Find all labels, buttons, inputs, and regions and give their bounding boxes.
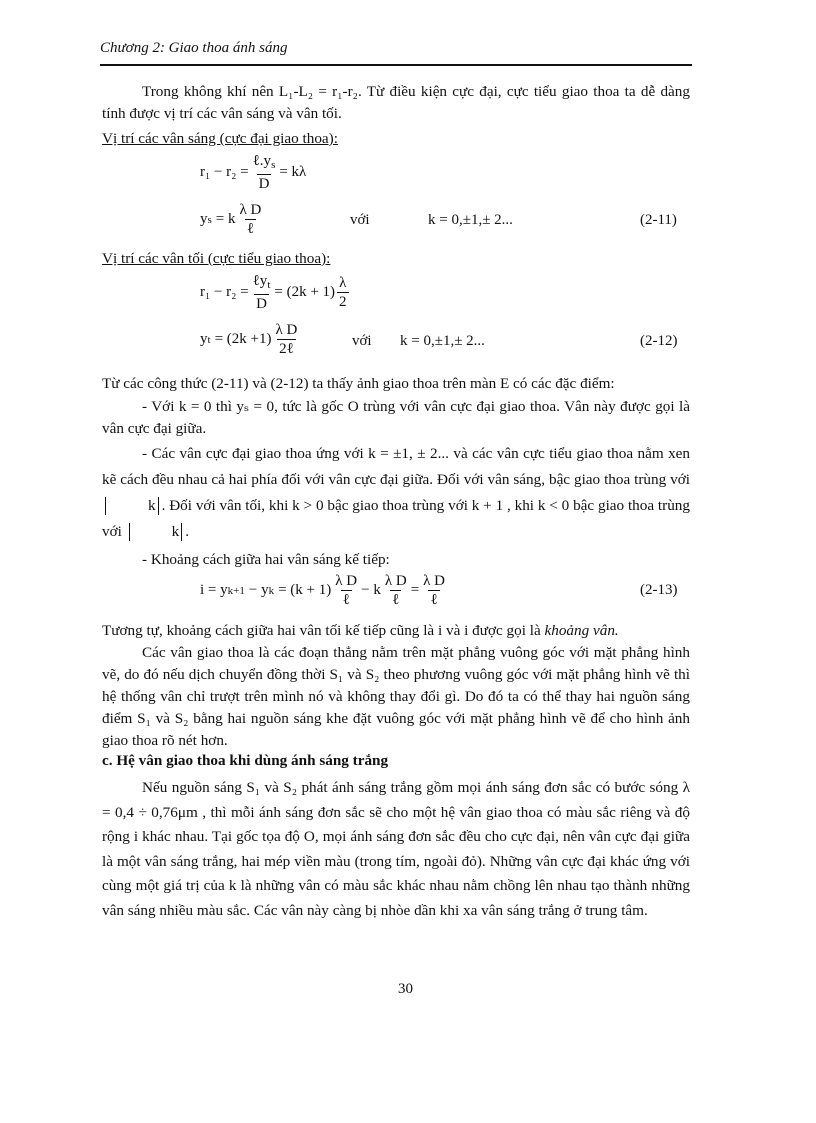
section-heading-white-light: c. Hệ vân giao thoa khi dùng ánh sáng trắng — [102, 752, 389, 769]
eq-mid: = k — [215, 211, 236, 227]
text-segment: . Đối với vân tối, khi k > 0 bậc giao thoa trùng với k + 1 , khi k < 0 bậc giao thoa trùng với — [102, 497, 690, 540]
denominator: 2 — [339, 294, 347, 310]
eq-lhs: y — [200, 331, 208, 347]
subscript: s — [271, 159, 276, 171]
eq-rhs: = kλ — [279, 164, 307, 180]
subscript: k+1 — [227, 584, 245, 597]
fringe-spacing-intro: - Khoảng cách giữa hai vân sáng kế tiếp: — [142, 551, 390, 568]
page-number: 30 — [398, 981, 413, 997]
fraction — [251, 152, 278, 193]
equation-dark-position — [200, 321, 301, 358]
feature-alternating-fringes — [102, 441, 690, 545]
numerator: λ — [339, 275, 347, 291]
subscript: s — [207, 213, 212, 226]
eq-mid: = (2k + 1) — [274, 284, 336, 300]
slit-sources-paragraph: Các vân giao thoa là các đoạn thẳng nằm trên mặt phẳng vuông góc với mặt phẳng hình vẽ, do đó nếu dịch chuyển đồng thời S₁ và S₂ theo phương vuông góc với mặt phẳng hình vẽ thì hệ thống vân chỉ trượt trên mình nó và không thay đổi gì. Do đó ta có thể thay hai nguồn sáng điểm S₁ và S₂ bằng hai nguồn sáng khe đặt vuông góc với mặt phẳng hình vẽ để cho hình ảnh giao thoa rõ nét hơn. — [102, 644, 690, 749]
fraction — [337, 274, 349, 311]
k-values: k = 0,±1,± 2... — [428, 212, 513, 228]
denominator: ℓ — [342, 592, 350, 608]
text-segment: Tương tự, khoảng cách giữa hai vân tối kế tiếp cũng là i và i được gọi là — [102, 622, 541, 639]
fraction — [238, 201, 264, 238]
fraction — [273, 321, 299, 358]
numerator: ℓy — [252, 273, 268, 289]
eq-mid: − k — [361, 582, 381, 598]
fringe-spacing-definition — [102, 620, 690, 642]
subscript: k — [268, 584, 275, 597]
eq-equals: = — [410, 582, 420, 598]
fraction — [421, 572, 447, 609]
text-segment: - Các vân cực đại giao thoa ứng với k = ±1, ± 2... và các vân cực tiểu giao thoa nằm xen kẽ cách đều nhau cả hai phía đối với vân cực đại giữa. Đối với vân sáng, bậc giao thoa trùng với — [102, 445, 690, 488]
eq-minus: − y — [248, 582, 269, 598]
numerator: λ D — [335, 573, 358, 589]
numerator: λ D — [423, 573, 446, 589]
eq-mid: = (k + 1) — [278, 582, 332, 598]
text-segment: . — [185, 523, 190, 540]
denominator: D — [256, 296, 267, 312]
eq-lhs: r₁ − r₂ = — [200, 284, 249, 300]
numerator: ℓ.y — [252, 153, 272, 169]
feature-central-max: - Với k = 0 thì yₛ = 0, tức là gốc O trùng với vân cực đại giao thoa. Vân này được gọi là vân cực đại giữa. — [102, 398, 690, 437]
equation-dark-path-difference — [200, 272, 351, 313]
bright-fringe-heading: Vị trí các vân sáng (cực đại giao thoa): — [102, 130, 338, 147]
dark-fringe-heading: Vị trí các vân tối (cực tiểu giao thoa): — [102, 250, 331, 267]
subscript: t — [207, 333, 211, 346]
chapter-header: Chương 2: Giao thoa ánh sáng — [100, 40, 288, 56]
header-rule — [100, 64, 692, 66]
denominator: ℓ — [246, 221, 255, 237]
fraction — [333, 572, 359, 609]
numerator: λ D — [239, 202, 262, 218]
k-values: k = 0,±1,± 2... — [400, 333, 485, 349]
equation-number: (2-11) — [640, 212, 677, 228]
denominator: 2ℓ — [279, 341, 294, 357]
eq-lhs: y — [200, 211, 208, 227]
subscript: t — [267, 279, 271, 291]
denominator: ℓ — [430, 592, 438, 608]
intro-paragraph: Trong không khí nên L₁-L₂ = r₁-r₂. Từ điều kiện cực đại, cực tiểu giao thoa ta dễ dàng tính được vị trí các vân sáng và vân tối. — [102, 83, 690, 122]
with-label: với — [352, 333, 372, 349]
features-intro: Từ các công thức (2-11) và (2-12) ta thấy ảnh giao thoa trên màn E có các đặc điểm: — [102, 375, 615, 392]
fraction — [383, 572, 409, 609]
term-fringe-spacing: khoảng vân. — [544, 622, 619, 639]
equation-fringe-spacing — [200, 572, 449, 609]
fraction — [251, 272, 273, 313]
equation-number: (2-13) — [640, 582, 678, 598]
eq-mid: = (2k +1) — [214, 331, 272, 347]
equation-bright-position — [200, 201, 265, 238]
eq-lhs: i = y — [200, 582, 228, 598]
denominator: D — [258, 176, 270, 192]
with-label: với — [350, 212, 370, 228]
denominator: ℓ — [392, 592, 400, 608]
numerator: λ D — [275, 322, 298, 338]
absolute-k: k — [129, 523, 183, 541]
equation-number: (2-12) — [640, 333, 678, 349]
eq-lhs: r₁ − r₂ = — [200, 164, 249, 180]
white-light-paragraph: Nếu nguồn sáng S₁ và S₂ phát ánh sáng trắng gồm mọi ánh sáng đơn sắc có bước sóng λ = 0,4 ÷ 0,76μm , thì mỗi ánh sáng đơn sắc sẽ cho một hệ vân giao thoa có màu sắc riêng và độ rộng i khác nhau. Tại gốc tọa độ O, mọi ánh sáng đơn sắc đều cho cực đại, nên vân cực đại giữa là một vân sáng trắng, hai mép viền màu (trong tím, ngoài đỏ). Những vân cực đại khác ứng với cùng một giá trị của k là những vân có màu sắc khác nhau nằm chồng lên nhau tạo thành những vân sáng nhiều màu sắc. Các vân này càng bị nhòe dần khi xa vân sáng trắng ở trung tâm. — [102, 779, 690, 919]
absolute-k: k — [105, 497, 159, 515]
numerator: λ D — [384, 573, 407, 589]
equation-bright-path-difference — [200, 152, 306, 193]
